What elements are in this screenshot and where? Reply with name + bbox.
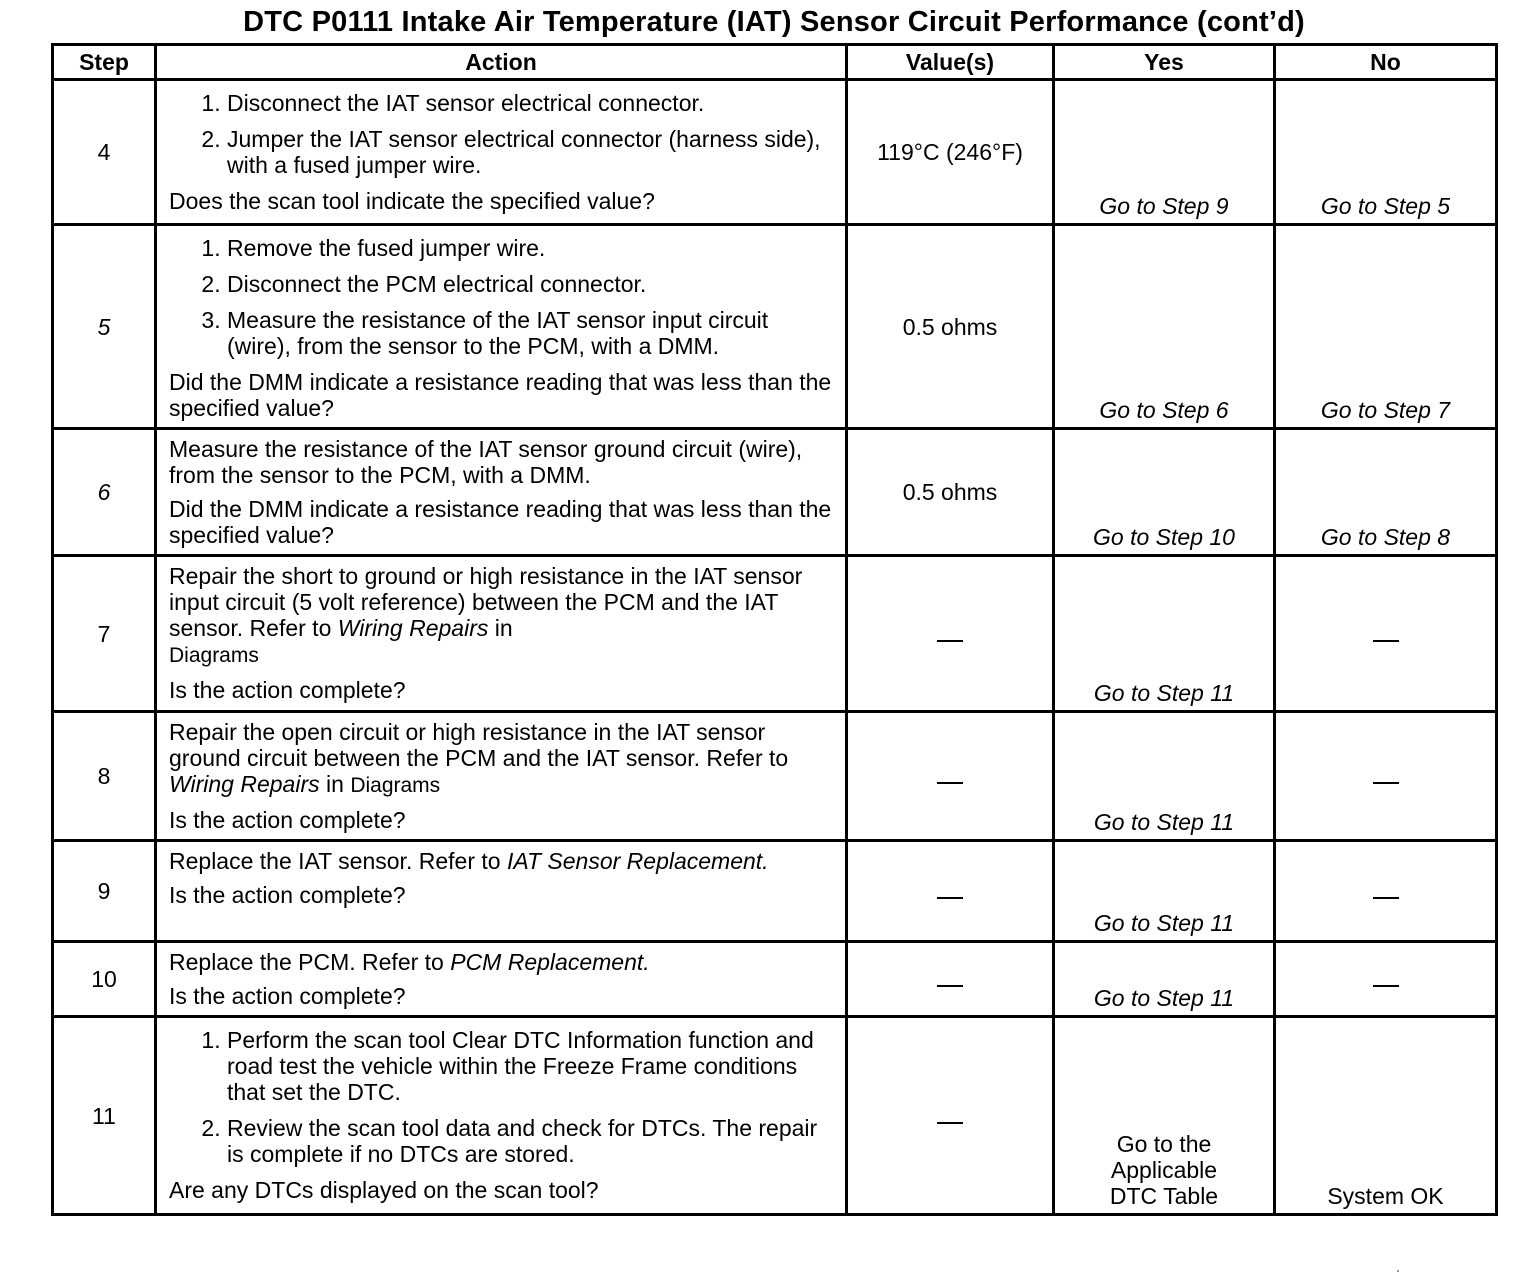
action-text: Repair the open circuit or high resistance in the IAT sensor ground circuit between the PCM and the IAT sensor. Refer to Wiring Repairs in Diagrams <box>169 719 789 797</box>
action-item: 2. Review the scan tool data and check for DTCs. The repair is complete if no DTCs are stored. <box>227 1115 835 1167</box>
diagnostic-table <box>51 43 1498 1216</box>
header-values: Value(s) <box>847 45 1054 80</box>
no-cell <box>1275 942 1497 1017</box>
table-row <box>53 841 1497 942</box>
yes-cell: Go to Step 9 <box>1054 80 1275 225</box>
yes-cell: Go to Step 11 <box>1054 841 1275 942</box>
value-cell <box>847 841 1054 942</box>
dash-mark <box>937 782 963 784</box>
step-number: 7 <box>53 556 156 712</box>
table-row <box>53 942 1497 1017</box>
table-row <box>53 80 1497 225</box>
reference-link: Wiring Repairs <box>337 615 489 641</box>
action-question: Is the action complete? <box>169 882 406 908</box>
yes-cell: Go to Step 6 <box>1054 225 1275 429</box>
dash-mark <box>1373 640 1399 642</box>
action-cell <box>156 80 847 225</box>
no-cell: System OK <box>1275 1017 1497 1215</box>
action-item: 1. Perform the scan tool Clear DTC Information function and road test the vehicle within the Freeze Frame conditions that set the DTC. <box>227 1027 835 1105</box>
table-row <box>53 712 1497 841</box>
action-text: Replace the IAT sensor. Refer to IAT Sensor Replacement. <box>169 848 769 874</box>
action-cell <box>156 942 847 1017</box>
header-yes: Yes <box>1054 45 1275 80</box>
action-item: 1. Remove the fused jumper wire. <box>227 235 835 261</box>
table-row <box>53 429 1497 556</box>
reference-link: IAT Sensor Replacement. <box>506 848 769 874</box>
value-cell: 0.5 ohms <box>847 429 1054 556</box>
action-item: 1. Disconnect the IAT sensor electrical connector. <box>227 90 835 116</box>
action-question: Does the scan tool indicate the specified value? <box>169 188 655 214</box>
step-number: 4 <box>53 80 156 225</box>
dash-mark <box>937 640 963 642</box>
table-row <box>53 556 1497 712</box>
yes-cell: Go to Step 11 <box>1054 942 1275 1017</box>
dash-mark <box>937 897 963 899</box>
action-question: Is the action complete? <box>169 677 406 703</box>
action-cell <box>156 556 847 712</box>
action-cell <box>156 429 847 556</box>
dash-mark <box>1373 782 1399 784</box>
action-cell <box>156 841 847 942</box>
action-question: Did the DMM indicate a resistance reading that was less than the specified value? <box>169 369 832 421</box>
action-cell <box>156 712 847 841</box>
dash-mark <box>937 1122 963 1124</box>
step-number: 9 <box>53 841 156 942</box>
no-cell <box>1275 712 1497 841</box>
value-cell <box>847 942 1054 1017</box>
action-text: Measure the resistance of the IAT sensor ground circuit (wire), from the sensor to the PCM, with a DMM. <box>169 436 803 488</box>
step-number: 6 <box>53 429 156 556</box>
no-cell: Go to Step 7 <box>1275 225 1497 429</box>
reference-link: PCM Replacement. <box>450 949 650 975</box>
dash-mark <box>1373 897 1399 899</box>
no-cell: Go to Step 5 <box>1275 80 1497 225</box>
scan-speck <box>1397 1270 1399 1272</box>
action-item: 3. Measure the resistance of the IAT sensor input circuit (wire), from the sensor to the PCM, with a DMM. <box>227 307 835 359</box>
header-step: Step <box>53 45 156 80</box>
table-row <box>53 225 1497 429</box>
action-cell <box>156 1017 847 1215</box>
dash-mark <box>937 985 963 987</box>
yes-cell: Go to Step 10 <box>1054 429 1275 556</box>
step-number: 11 <box>53 1017 156 1215</box>
page-title: DTC P0111 Intake Air Temperature (IAT) Sensor Circuit Performance (cont’d) <box>243 6 1305 38</box>
no-cell <box>1275 556 1497 712</box>
action-text: Repair the short to ground or high resistance in the IAT sensor input circuit (5 volt reference) between the PCM and the IAT sensor. Refer to Wiring Repairs in Diagrams <box>169 563 803 667</box>
header-action: Action <box>156 45 847 80</box>
value-cell <box>847 1017 1054 1215</box>
step-number: 8 <box>53 712 156 841</box>
action-text: Replace the PCM. Refer to PCM Replacement. <box>169 949 650 975</box>
action-item: 2. Disconnect the PCM electrical connector. <box>227 271 835 297</box>
dash-mark <box>1373 985 1399 987</box>
step-number: 5 <box>53 225 156 429</box>
action-question: Did the DMM indicate a resistance reading that was less than the specified value? <box>169 496 832 548</box>
header-no: No <box>1275 45 1497 80</box>
value-cell: 0.5 ohms <box>847 225 1054 429</box>
no-cell: Go to Step 8 <box>1275 429 1497 556</box>
value-cell: 119°C (246°F) <box>847 80 1054 225</box>
yes-cell: Go to Step 11 <box>1054 712 1275 841</box>
action-item: 2. Jumper the IAT sensor electrical connector (harness side), with a fused jumper wire. <box>227 126 835 178</box>
yes-cell: Go to Step 11 <box>1054 556 1275 712</box>
table-row <box>53 1017 1497 1215</box>
action-question: Is the action complete? <box>169 807 406 833</box>
action-question: Is the action complete? <box>169 983 406 1009</box>
yes-cell: Go to the Applicable DTC Table <box>1054 1017 1275 1215</box>
header-row <box>53 45 1497 80</box>
reference-link: Wiring Repairs <box>169 771 320 797</box>
no-cell <box>1275 841 1497 942</box>
step-number: 10 <box>53 942 156 1017</box>
action-question: Are any DTCs displayed on the scan tool? <box>169 1177 599 1203</box>
value-cell <box>847 556 1054 712</box>
action-cell <box>156 225 847 429</box>
value-cell <box>847 712 1054 841</box>
